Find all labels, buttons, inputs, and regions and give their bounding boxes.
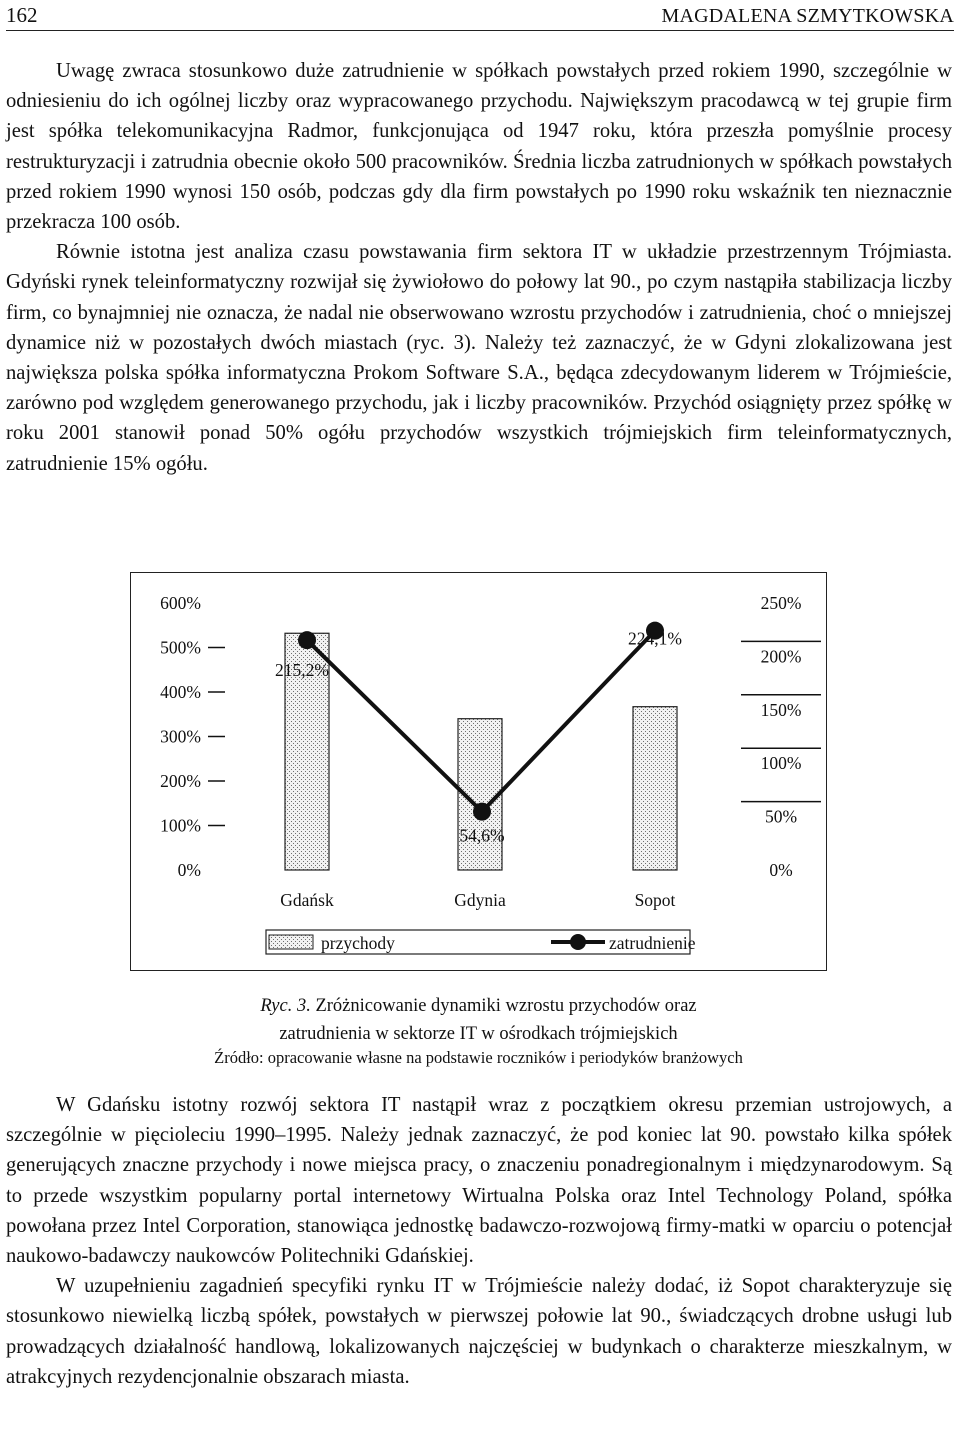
legend-marker xyxy=(570,934,586,950)
chart-legend xyxy=(266,930,696,954)
author-name: MAGDALENA SZMYTKOWSKA xyxy=(661,5,954,27)
category-label: Gdańsk xyxy=(280,890,334,910)
caption-text-2: zatrudnienia w sektorze IT w ośrodkach trójmiejskich xyxy=(279,1024,678,1044)
legend-label-zatrudnienie: zatrudnienie xyxy=(609,933,696,953)
data-label: 224,1% xyxy=(628,628,682,649)
right-tick-label: 0% xyxy=(769,860,793,880)
figure-source: Źródło: opracowanie własne na podstawie roczników i periodyków branżowych xyxy=(214,1048,743,1067)
right-axis xyxy=(741,593,821,880)
right-tick-label: 50% xyxy=(764,806,798,827)
combo-chart xyxy=(131,573,828,972)
figure-caption xyxy=(130,992,827,1048)
left-tick-label: 100% xyxy=(160,815,201,836)
line-point-2 xyxy=(473,803,491,821)
right-tick-label: 150% xyxy=(760,699,802,720)
paragraph: W Gdańsku istotny rozwój sektora IT nastąpił wraz z początkiem okresu przemian ustrojowych, a szczególnie w pięcioleciu 1990–1995. Należy jednak zaznaczyć, że pod koniec lat 90. powstało kilka spółek generujących znaczne przychody i nowe miejsca pracy, o znaczeniu ponadregionalnym i międzynarodowym. Są to przede wszystkim popularny portal internetowy Wirtualna Polska oraz Intel Technology Poland, spółka powołana przez Intel Corporation, stanowiąca jednostkę badawczo-rozwojową firmy-matki w oparciu o potencjał naukowo-badawczy naukowców Politechniki Gdańskiej. xyxy=(6,1094,952,1268)
paragraph: Równie istotna jest analiza czasu powstawania firm sektora IT w układzie przestrzennym Trójmiasta. Gdyński rynek teleinformatyczny rozwijał się żywiołowo do połowy lat 90., po czym nastąpiła stabilizacja liczby firm, co bynajmniej nie oznacza, że nadal nie obserwowano wzrostu przychodów i zatrudnienia, choć o mniejszej dynamice niż w pozostałych dwóch miastach (ryc. 3). Należy też zaznaczyć, że w Gdyni zlokalizowana jest największa polska spółka informatyczna Prokom Software S.A., będąca zdecydowanym liderem w Trójmieście, zarówno pod względem generowanego przychodu, jak i liczby pracowników. Przychód osiągnięty przez spółkę w roku 2001 stanowił ponad 50% ogółu przychodów wszystkich trójmiejskich firm teleinformatycznych, zatrudnienie 15% ogółu. xyxy=(6,241,952,475)
data-label: 54,6% xyxy=(459,825,505,846)
body-text-top xyxy=(6,56,952,479)
left-tick-label: 600% xyxy=(160,593,201,613)
page-number: 162 xyxy=(6,3,38,27)
right-tick-label: 250% xyxy=(760,593,802,613)
right-tick-label: 200% xyxy=(760,646,802,667)
caption-label: Ryc. 3. xyxy=(260,996,311,1016)
figure-chart xyxy=(130,572,827,971)
left-tick-label: 200% xyxy=(160,771,201,791)
data-label: 215,2% xyxy=(275,660,329,681)
category-label: Gdynia xyxy=(454,890,506,910)
caption-text-1: Zróżnicowanie dynamiki wzrostu przychodów oraz xyxy=(315,996,697,1016)
left-tick-label: 400% xyxy=(160,682,201,702)
left-tick-label: 300% xyxy=(160,726,201,747)
paragraph: W uzupełnieniu zagadnień specyfiki rynku IT w Trójmieście należy dodać, iż Sopot charakteryzuje się stosunkowo niewielką liczbą spółek, powstałych w pierwszej połowie lat 90., świadczących drobne usługi lub prowadzących działalność handlową, lokalizowanych najczęściej w budynkach o charakterze mieszkalnym, w atrakcyjnych rezydencjonalnie obszarach miasta. xyxy=(6,1275,952,1388)
right-tick-label: 100% xyxy=(760,753,802,774)
body-text-bottom xyxy=(6,1090,952,1392)
legend-swatch-bar xyxy=(269,935,313,949)
legend-label-przychody: przychody xyxy=(321,933,395,953)
running-head xyxy=(6,0,954,31)
bar-3 xyxy=(633,707,677,870)
caption-line-1 xyxy=(130,992,827,1020)
category-label: Sopot xyxy=(634,890,676,910)
left-axis xyxy=(160,593,225,880)
paragraph: Uwagę zwraca stosunkowo duże zatrudnienie w spółkach powstałych przed rokiem 1990, szczególnie w odniesieniu do ich ogólnej liczby oraz wypracowanego przychodu. Największym pracodawcą w tej grupie firm jest spółka telekomunikacyjna Radmor, funkcjonująca od 1947 roku, która przeszła pomyślnie procesy restrukturyzacji i zatrudnia obecnie około 500 pracowników. Średnia liczba zatrudnionych w spółkach powstałych przed rokiem 1990 wynosi 150 osób, podczas gdy dla firm powstałych po 1990 roku wskaźnik ten nieznacznie przekracza 100 osób. xyxy=(6,60,952,234)
left-tick-label: 0% xyxy=(177,860,201,880)
category-labels xyxy=(280,890,675,910)
left-tick-label: 500% xyxy=(160,637,201,658)
line-point-1 xyxy=(298,631,316,649)
